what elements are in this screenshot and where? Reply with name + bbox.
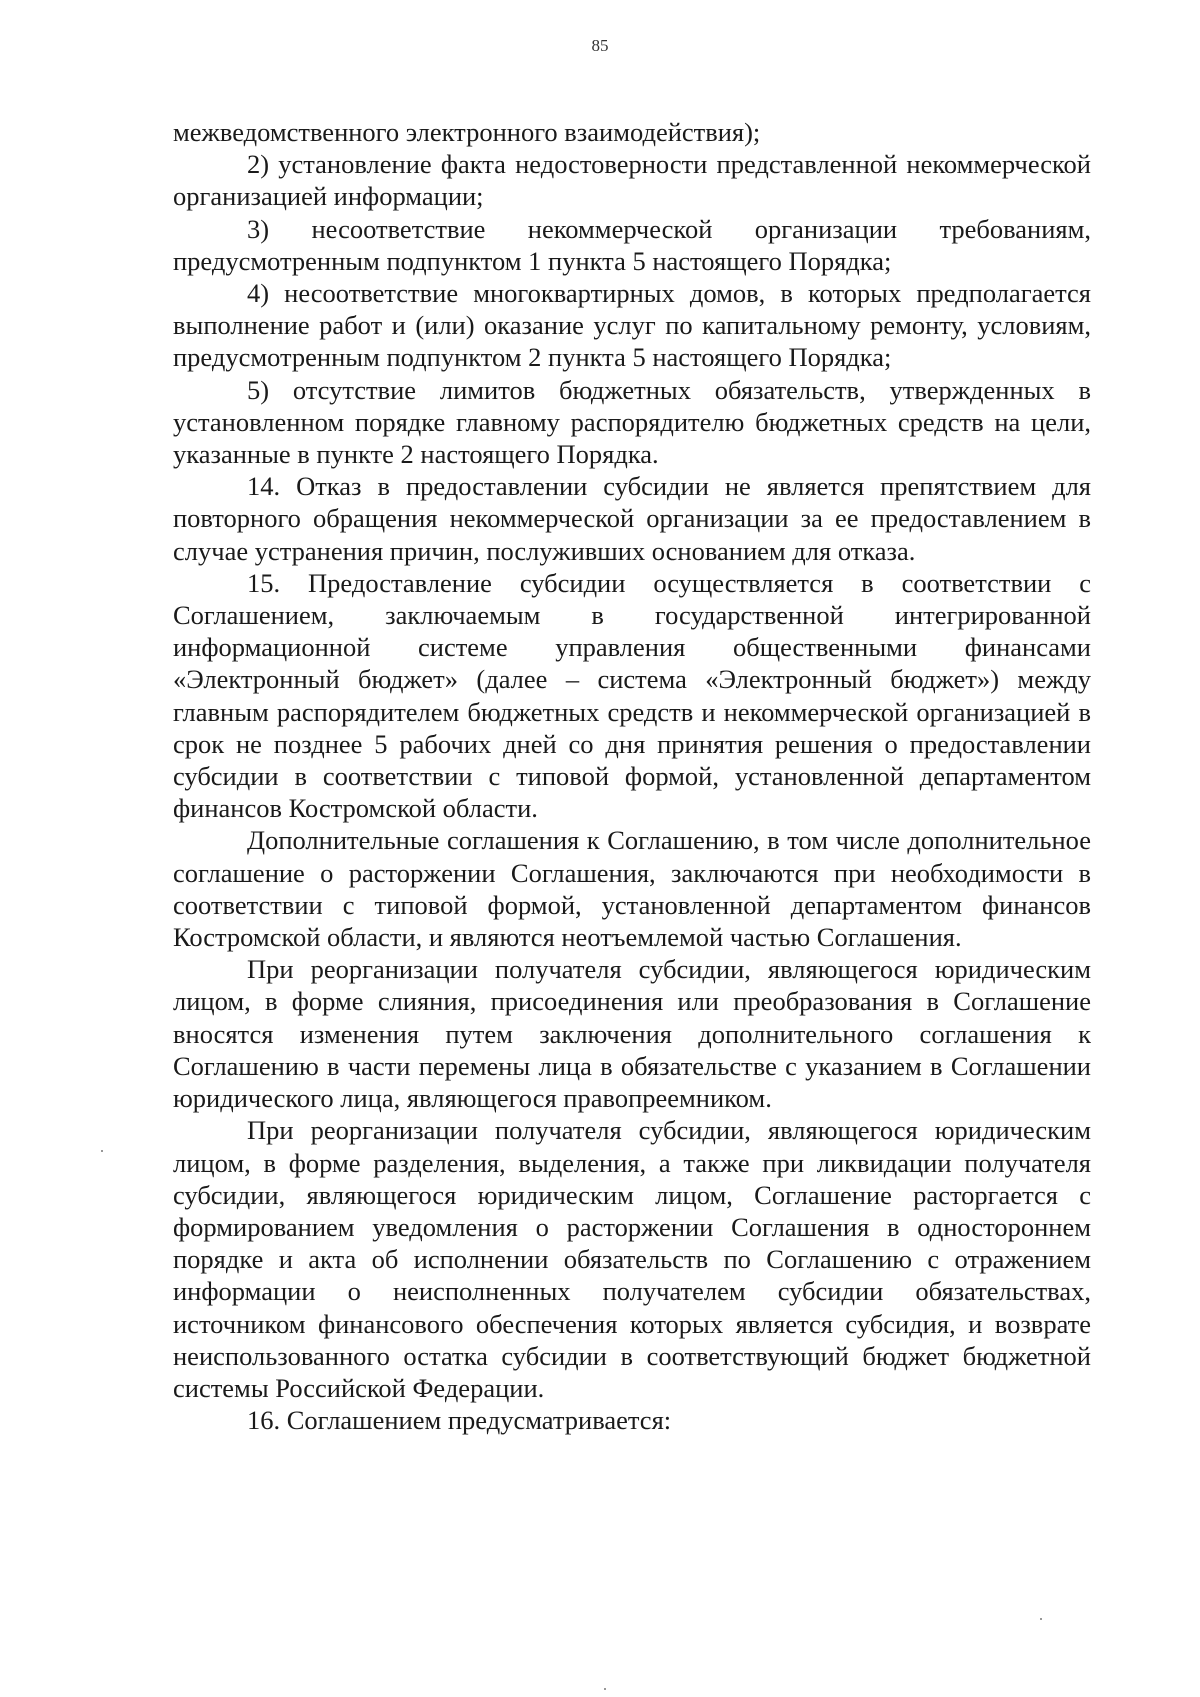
paragraph: При реорганизации получателя субсидии, являющегося юридическим лицом, в форме разделения, выделения, а также при ликвидации получателя субсидии, являющегося юридическим лицом, Соглашение расторгается с формированием уведомления о расторжении Соглашения в одностороннем порядке и акта об исполнении обязательств по Соглашению с отражением информации о неисполненных получателем субсидии обязательствах, источником финансового обеспечения которых является субсидия, и возврате неиспользованного остатка субсидии в соответствующий бюджет бюджетной системы Российской Федерации. — [173, 1115, 1091, 1403]
paragraph: 4) несоответствие многоквартирных домов, в которых предполагается выполнение работ и (или) оказание услуг по капитальному ремонту, условиям, предусмотренным подпунктом 2 пункта 5 настоящего Порядка; — [173, 278, 1091, 373]
paragraph: При реорганизации получателя субсидии, являющегося юридическим лицом, в форме слияния, присоединения или преобразования в Соглашение вносятся изменения путем заключения дополнительного соглашения к Соглашению в части перемены лица в обязательстве с указанием в Соглашении юридического лица, являющегося правопреемником. — [173, 954, 1091, 1114]
paragraph: 15. Предоставление субсидии осуществляется в соответствии с Соглашением, заключаемым в государственной интегрированной информационной системе управления общественными финансами «Электронный бюджет» (далее – система «Электронный бюджет») между главным распорядителем бюджетных средств и некоммерческой организацией в срок не позднее 5 рабочих дней со дня принятия решения о предоставлении субсидии в соответствии с типовой формой, установленной департаментом финансов Костромской области. — [173, 567, 1091, 824]
paragraph: Дополнительные соглашения к Соглашению, в том числе дополнительное соглашение о расторжении Соглашения, заключаются при необходимости в соответствии с типовой формой, установленной департаментом финансов Костромской области, и являются неотъемлемой частью Соглашения. — [173, 825, 1091, 953]
paragraph: 3) несоответствие некоммерческой организации требованиям, предусмотренным подпунктом 1 пункта 5 настоящего Порядка; — [173, 213, 1091, 276]
paragraph: межведомственного электронного взаимодействия); — [173, 117, 761, 147]
paragraph: 14. Отказ в предоставлении субсидии не является препятствием для повторного обращения некоммерческой организации за ее предоставлением в случае устранения причин, послуживших основанием для отказа. — [173, 471, 1091, 566]
paragraph: 2) установление факта недостоверности представленной некоммерческой организацией информации; — [173, 149, 1091, 212]
scan-speck — [604, 1688, 606, 1690]
scan-speck — [1040, 1618, 1042, 1620]
paragraph: 16. Соглашением предусматривается: — [247, 1405, 672, 1436]
scan-speck — [101, 1150, 103, 1152]
page-number: 85 — [591, 36, 609, 55]
document-body — [173, 116, 1091, 1436]
paragraph: 5) отсутствие лимитов бюджетных обязательств, утвержденных в установленном порядке главному распорядителю бюджетных средств на цели, указанные в пункте 2 настоящего Порядка. — [173, 374, 1091, 470]
